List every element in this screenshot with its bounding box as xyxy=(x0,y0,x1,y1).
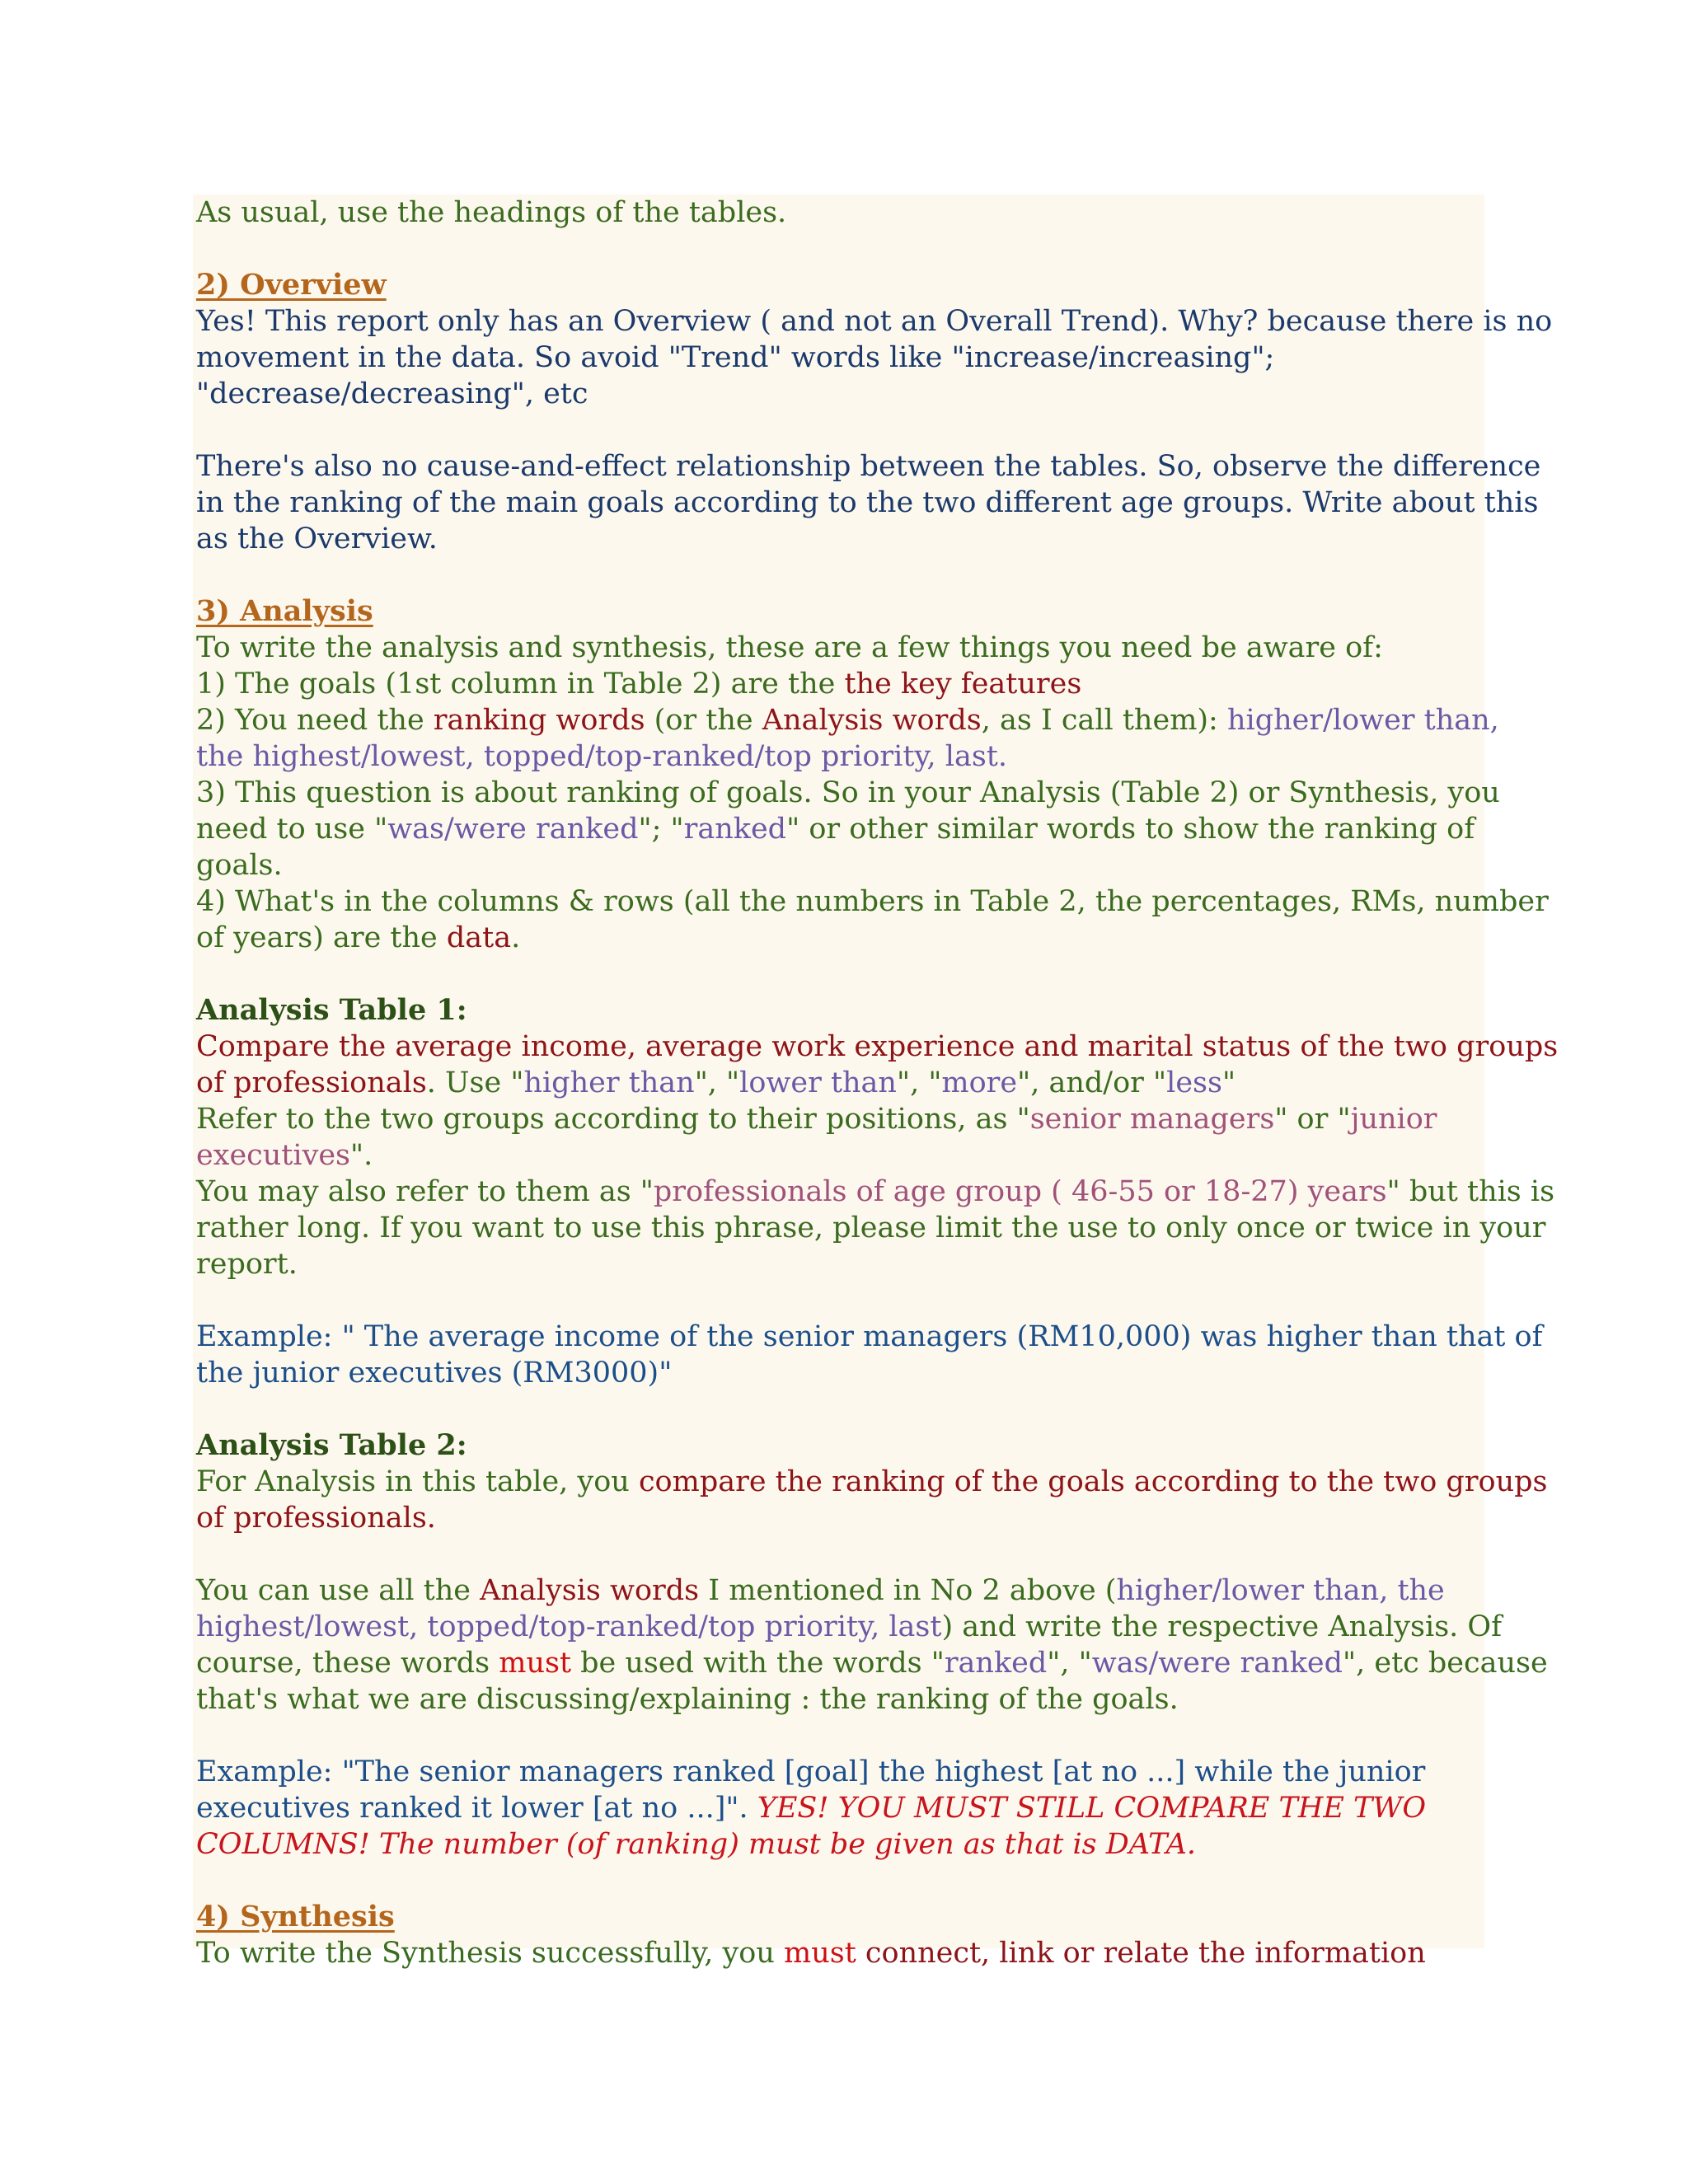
analysis-item-4: 4) What's in the columns & rows (all the numbers in Table 2, the percentages, RMs, number xyxy=(196,885,1549,918)
table1-also-cont: rather long. If you want to use this phrase, please limit the use to only once or twice in your xyxy=(196,1212,1546,1244)
table1-also-line: You may also refer to them as "professionals of age group ( 46-55 or 18-27) years" but this is xyxy=(196,1175,1555,1208)
analysis-intro: To write the analysis and synthesis, these are a few things you need be aware of: xyxy=(196,631,1383,664)
table2-warning-line: COLUMNS! The number (of ranking) must be given as that is DATA. xyxy=(196,1828,1197,1861)
overview-text-line: There's also no cause-and-effect relationship between the tables. So, observe the difference xyxy=(196,450,1541,483)
table2-for-cont: of professionals. xyxy=(196,1502,436,1535)
analysis-item-2-cont: the highest/lowest, topped/top-ranked/top priority, last. xyxy=(196,740,1007,773)
table1-also-end: report. xyxy=(196,1248,298,1281)
table2-use-cont: course, these words must be used with the words "ranked", "was/were ranked", etc because xyxy=(196,1647,1548,1680)
overview-text-line: movement in the data. So avoid "Trend" words like "increase/increasing"; xyxy=(196,341,1275,374)
table1-heading: Analysis Table 1: xyxy=(196,993,467,1027)
analysis-item-4-cont: of years) are the data. xyxy=(196,921,521,954)
table2-example-cont: executives ranked it lower [at no ...]". YES! YOU MUST STILL COMPARE THE TWO xyxy=(196,1792,1427,1825)
table2-for-line: For Analysis in this table, you compare the ranking of the goals according to the two groups xyxy=(196,1465,1548,1498)
overview-text-line: in the ranking of the main goals according to the two different age groups. Write about this xyxy=(196,486,1539,519)
table2-use-cont: highest/lowest, topped/top-ranked/top priority, last) and write the respective Analysis. Of xyxy=(196,1610,1503,1643)
synthesis-heading: 4) Synthesis xyxy=(196,1900,395,1933)
analysis-heading: 3) Analysis xyxy=(196,594,373,628)
table1-example-line: Example: " The average income of the senior managers (RM10,000) was higher than that of xyxy=(196,1320,1543,1353)
table1-example-cont: the junior executives (RM3000)" xyxy=(196,1357,673,1390)
analysis-item-3: 3) This question is about ranking of goals. So in your Analysis (Table 2) or Synthesis, you xyxy=(196,776,1500,809)
table2-use-end: that's what we are discussing/explaining : the ranking of the goals. xyxy=(196,1683,1179,1716)
intro-line: As usual, use the headings of the tables. xyxy=(196,196,787,229)
analysis-item-1: 1) The goals (1st column in Table 2) are the the key features xyxy=(196,668,1082,701)
table2-use-line: You can use all the Analysis words I mentioned in No 2 above (higher/lower than, the xyxy=(196,1574,1445,1607)
analysis-item-2: 2) You need the ranking words (or the Analysis words, as I call them): higher/lower than, xyxy=(196,704,1499,737)
table2-example-line: Example: "The senior managers ranked [goal] the highest [at no ...] while the junior xyxy=(196,1755,1426,1788)
analysis-item-3-cont: need to use "was/were ranked"; "ranked" or other similar words to show the ranking of xyxy=(196,813,1475,846)
overview-heading: 2) Overview xyxy=(196,268,387,302)
analysis-item-3-end: goals. xyxy=(196,849,283,882)
table1-refer-cont: executives". xyxy=(196,1139,373,1172)
overview-text-line: "decrease/decreasing", etc xyxy=(196,377,588,410)
table2-heading: Analysis Table 2: xyxy=(196,1428,467,1462)
overview-text-line: as the Overview. xyxy=(196,523,438,555)
table1-refer-line: Refer to the two groups according to their positions, as "senior managers" or "junior xyxy=(196,1103,1437,1136)
synthesis-line: To write the Synthesis successfully, you must connect, link or relate the information xyxy=(196,1937,1426,1970)
document-body xyxy=(193,194,1559,1970)
table1-compare-line: Compare the average income, average work experience and marital status of the two groups xyxy=(196,1030,1559,1063)
table1-compare-cont: of professionals. Use "higher than", "lower than", "more", and/or "less" xyxy=(196,1066,1236,1099)
overview-text-line: Yes! This report only has an Overview ( and not an Overall Trend). Why? because there is no xyxy=(196,305,1553,338)
